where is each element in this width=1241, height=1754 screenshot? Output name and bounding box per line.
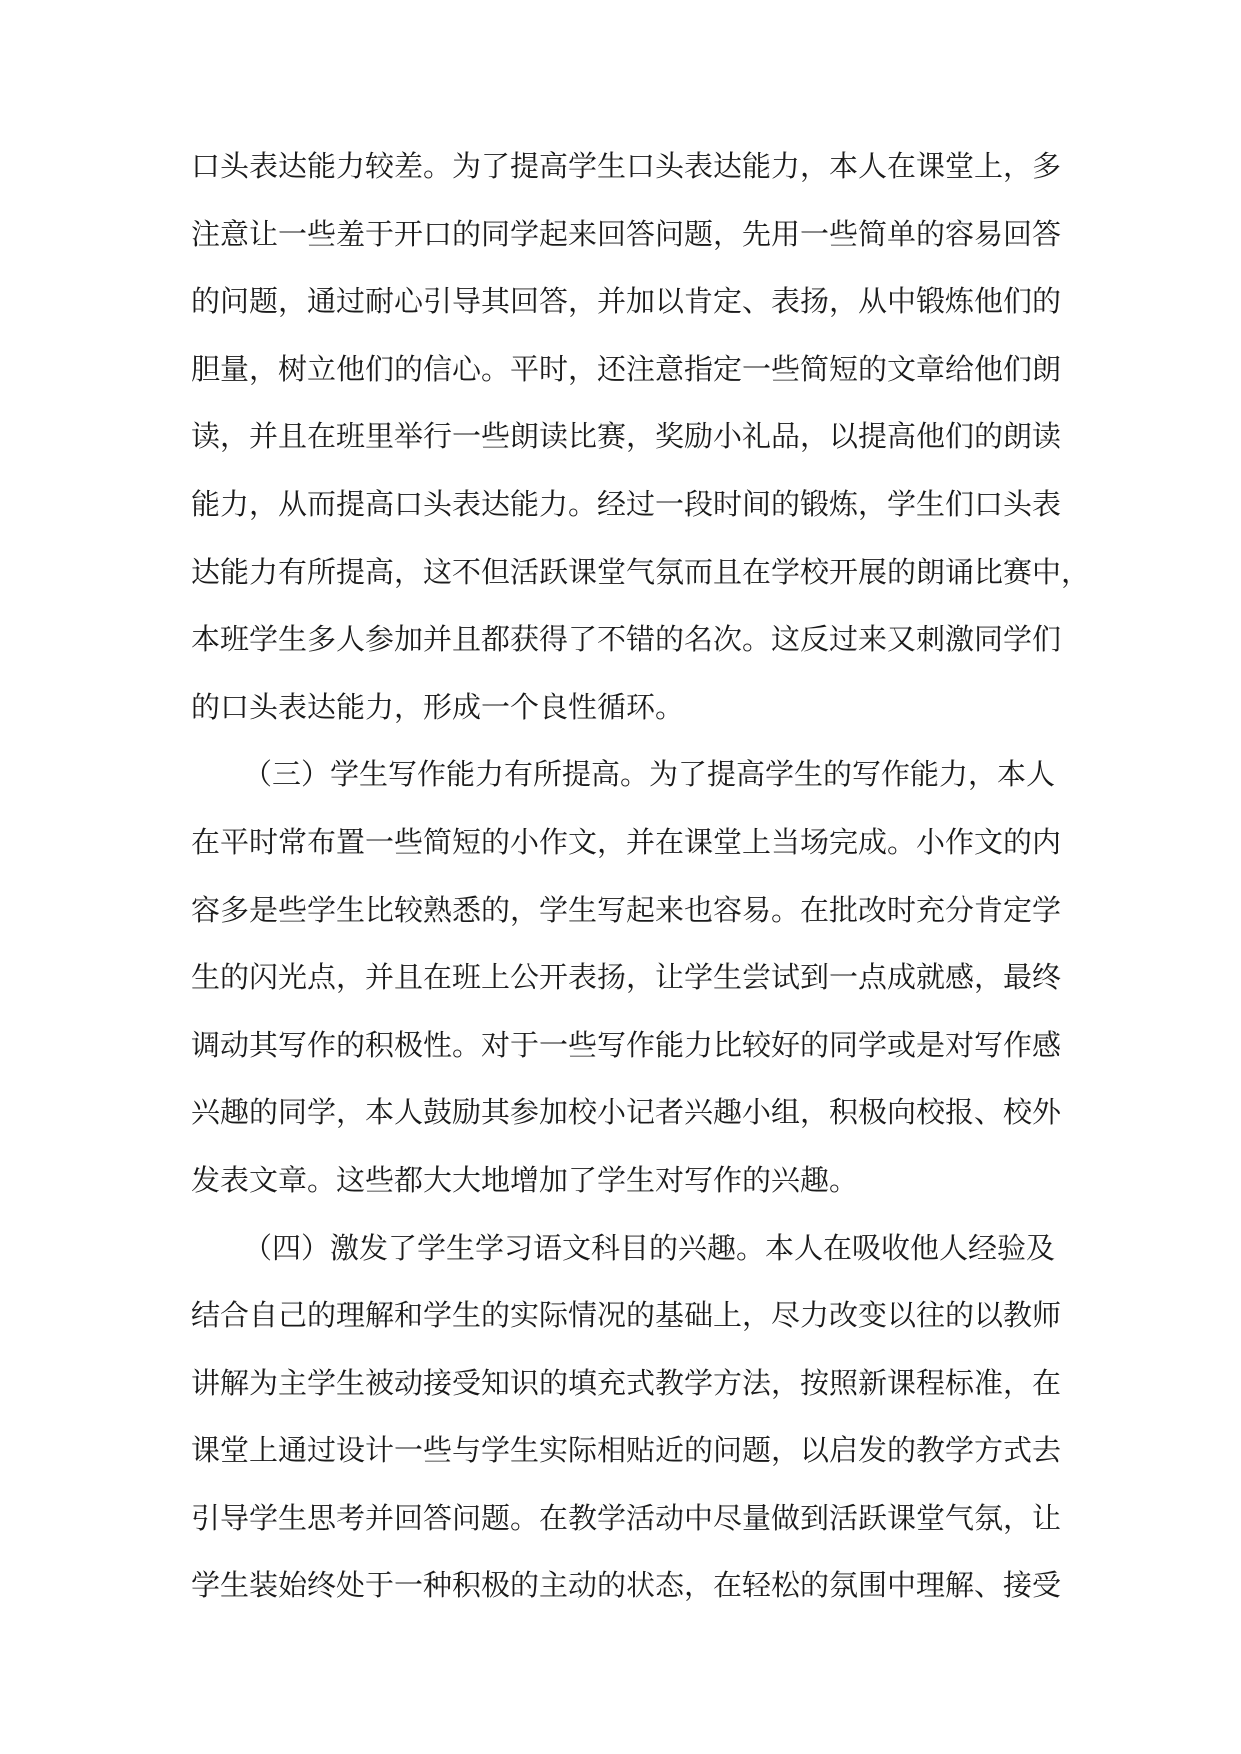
text-line: 注意让一些羞于开口的同学起来回答问题，先用一些简单的容易回答 — [191, 216, 1062, 251]
text-line: 课堂上通过设计一些与学生实际相贴近的问题，以启发的教学方式去 — [191, 1433, 1062, 1468]
body-text — [191, 133, 1091, 1620]
text-line: 的口头表达能力，形成一个良性循环。 — [191, 689, 685, 724]
text-line: 生的闪光点，并且在班上公开表扬，让学生尝试到一点成就感，最终 — [191, 960, 1062, 995]
text-line: 兴趣的同学，本人鼓励其参加校小记者兴趣小组，积极向校报、校外 — [191, 1095, 1062, 1130]
text-line: 读，并且在班里举行一些朗读比赛，奖励小礼品，以提高他们的朗读 — [191, 419, 1062, 454]
text-line: 发表文章。这些都大大地增加了学生对写作的兴趣。 — [191, 1162, 859, 1197]
paragraph-start-line: （三）学生写作能力有所提高。为了提高学生的写作能力，本人 — [243, 757, 1056, 792]
text-line: 引导学生思考并回答问题。在教学活动中尽量做到活跃课堂气氛，让 — [191, 1500, 1062, 1535]
text-line: 在平时常布置一些简短的小作文，并在课堂上当场完成。小作文的内 — [191, 824, 1062, 859]
text-line: 结合自己的理解和学生的实际情况的基础上，尽力改变以往的以教师 — [191, 1298, 1062, 1333]
text-line: 讲解为主学生被动接受知识的填充式教学方法，按照新课程标准，在 — [191, 1365, 1062, 1400]
text-line: 口头表达能力较差。为了提高学生口头表达能力，本人在课堂上，多 — [191, 149, 1062, 183]
text-line: 能力，从而提高口头表达能力。经过一段时间的锻炼，学生们口头表 — [191, 486, 1062, 521]
paragraph-start-line: （四）激发了学生学习语文科目的兴趣。本人在吸收他人经验及 — [243, 1230, 1056, 1265]
text-line: 达能力有所提高，这不但活跃课堂气氛而且在学校开展的朗诵比赛中， — [191, 554, 1091, 589]
text-line: 胆量，树立他们的信心。平时，还注意指定一些简短的文章给他们朗 — [191, 351, 1062, 386]
text-line: 的问题，通过耐心引导其回答，并加以肯定、表扬，从中锻炼他们的 — [191, 284, 1062, 319]
text-line: 本班学生多人参加并且都获得了不错的名次。这反过来又刺激同学们 — [191, 622, 1062, 657]
text-line: 调动其写作的积极性。对于一些写作能力比较好的同学或是对写作感 — [191, 1027, 1062, 1062]
text-line: 容多是些学生比较熟悉的，学生写起来也容易。在批改时充分肯定学 — [191, 892, 1062, 927]
text-line: 学生装始终处于一种积极的主动的状态，在轻松的氛围中理解、接受 — [191, 1568, 1062, 1603]
